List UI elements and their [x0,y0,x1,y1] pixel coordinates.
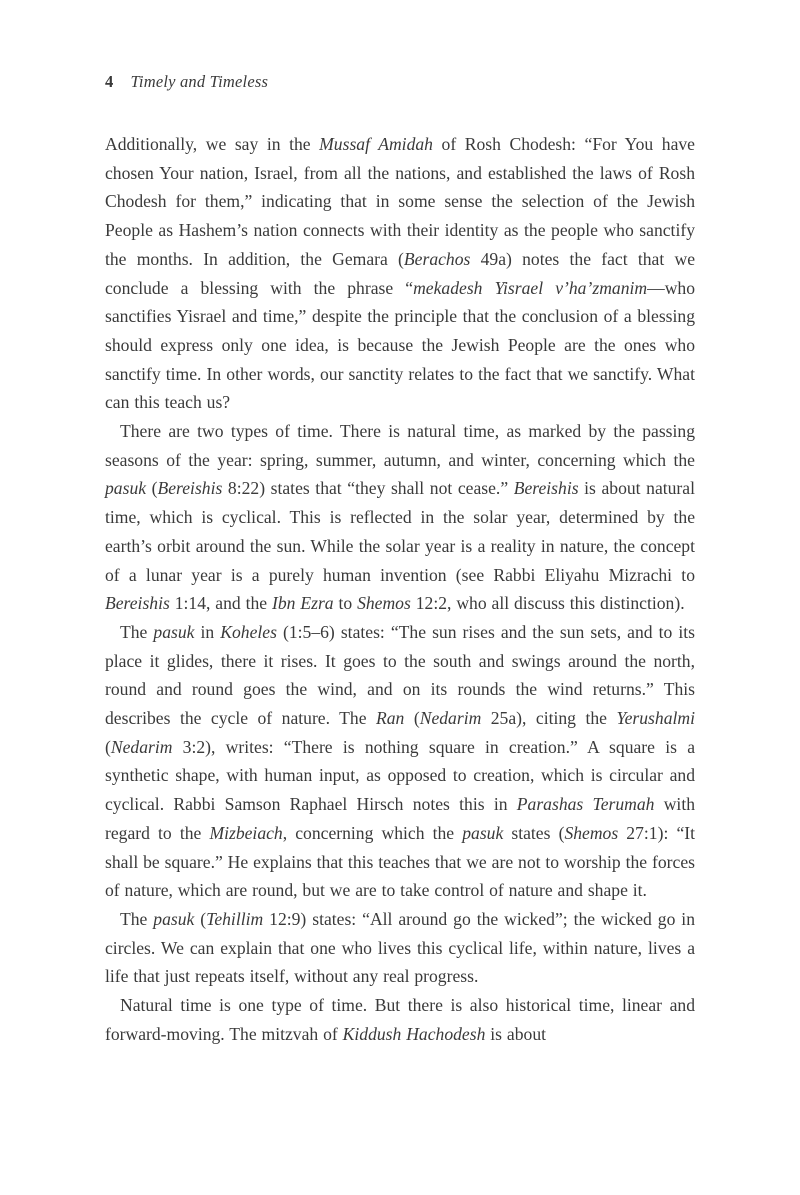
paragraph-2: There are two types of time. There is natural time, as marked by the passing seasons of the year: spring, summer, autumn, and winter, concerning which the pasuk (Bereishis 8:22) states that “they shall not cease.” Bereishis is about natural time, which is cyclical. This is reflected in the solar year, determined by the earth’s orbit around the sun. While the solar year is a reality in nature, the concept of a lunar year is a purely human invention (see Rabbi Eliyahu Mizrachi to Bereishis 1:14, and the Ibn Ezra to Shemos 12:2, who all discuss this distinction). [105,421,695,614]
paragraph-4: The pasuk (Tehillim 12:9) states: “All around go the wicked”; the wicked go in circles. We can explain that one who lives this cyclical life, within nature, lives a life that just repeats itself, without any real progress. [105,908,695,987]
paragraph-3: The pasuk in Koheles (1:5–6) states: “The sun rises and the sun sets, and to its place it glides, there it rises. It goes to the south and swings around the north, round and round goes the wind, and on its rounds the wind returns.” This describes the cycle of nature. The Ran (Nedarim 25a), citing the Yerushalmi (Nedarim 3:2), writes: “There is nothing square in creation.” A square is a synthetic shape, with human input, as opposed to creation, which is circular and cyclical. Rabbi Samson Raphael Hirsch notes this in Parashas Terumah with regard to the Mizbeiach, concerning which the pasuk states (Shemos 27:1): “It shall be square.” He explains that this teaches that we are not to worship the forces of nature, which are round, but we are to take control of nature and shape it. [105,621,695,901]
page-number: 4 [105,72,114,91]
running-header [105,72,268,92]
paragraph-1: Additionally, we say in the Mussaf Amidah of Rosh Chodesh: “For You have chosen Your nation, Israel, from all the nations, and established the laws of Rosh Chodesh for them,” indicating that in some sense the selection of the Jewish People as Hashem’s nation connects with their identity as the people who sanctify the months. In addition, the Gemara (Berachos 49a) notes the fact that we conclude a blessing with the phrase “mekadesh Yisrael v’ha’zmanim—who sanctifies Yisrael and time,” despite the principle that the conclusion of a blessing should express only one idea, is because the Jewish People are the ones who sanctify time. In other words, our sanctity relates to the fact that we sanctify. What can this teach us? [105,134,695,413]
page-body [105,130,695,1049]
book-title: Timely and Timeless [130,72,269,91]
paragraph-5: Natural time is one type of time. But there is also historical time, linear and forward-moving. The mitzvah of Kiddush Hachodesh is about [105,995,695,1044]
